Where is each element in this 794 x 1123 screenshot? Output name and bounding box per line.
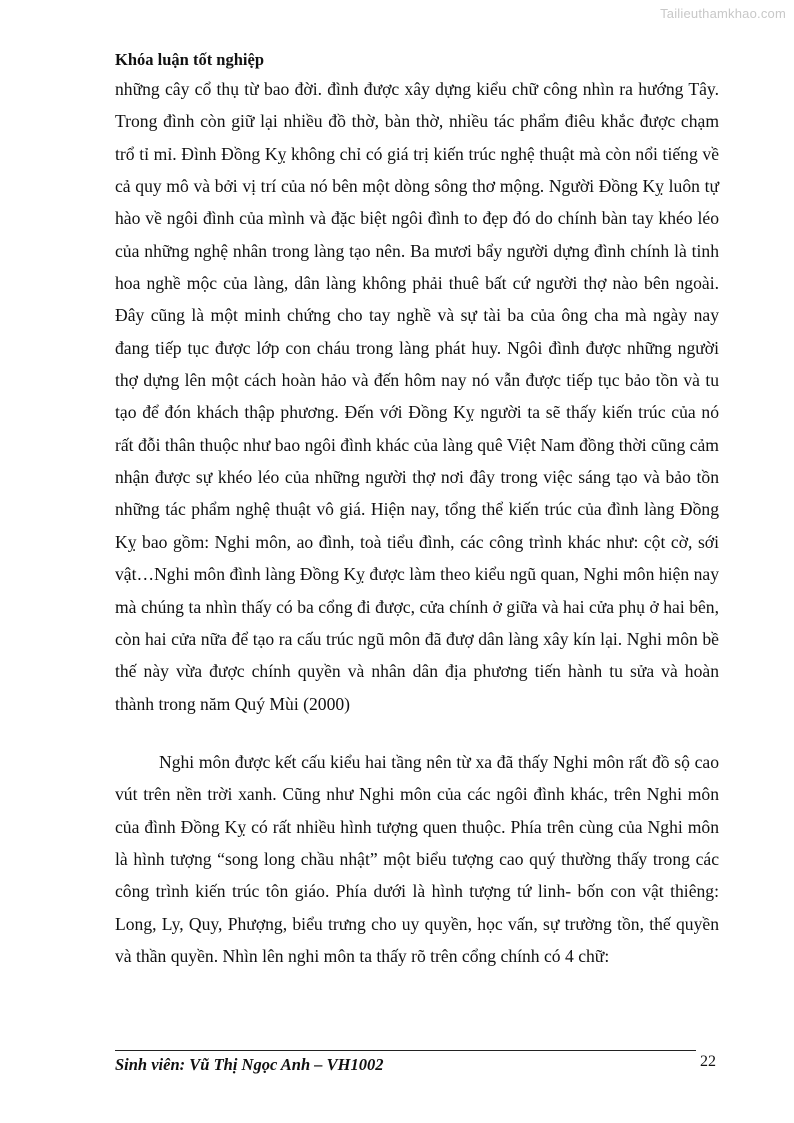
paragraph-text: những cây cổ thụ từ bao đời. đình được xây dựng kiểu chữ công nhìn ra hướng Tây. Trong đình còn giữ lại nhiều đồ thờ, bàn thờ, nhiều tác phẩm điêu khắc được chạm trổ tỉ mỉ. Đình Đồng Kỵ không chỉ có giá trị kiến trúc nghệ thuật mà còn nổi tiếng về cả quy mô và bởi vị trí của nó bên một dòng sông thơ mộng. Người Đồng Kỵ luôn tự hào về ngôi đình của mình và đặc biệt ngôi đình to đẹp đó do chính bàn tay khéo léo của những nghệ nhân trong làng tạo nên. Ba mươi bẩy người dựng đình chính là tinh hoa nghề mộc của làng, dân làng không phải thuê bất cứ người thợ nào bên ngoài. Đây cũng là một minh chứng cho tay nghề và sự tài ba của ông cha mà ngày nay đang tiếp tục được lớp con cháu trong làng phát huy. Ngôi đình được những người thợ dựng lên một cách hoàn hảo và đến hôm nay nó vẫn được tiếp tục bảo tồn và tu tạo để đón khách thập phương. Đến với Đồng Kỵ người ta sẽ thấy kiến trúc của nó rất đỗi thân thuộc như bao ngôi đình khác của làng quê Việt Nam đồng thời cũng cảm nhận được sự khéo léo của những người thợ nơi đây trong việc sáng tạo và bảo tồn những tác phẩm nghệ thuật vô giá. Hiện nay, tổng thể kiến trúc của đình làng Đồng Kỵ bao gồm: Nghi môn, ao đình, toà tiểu đình, các công trình khác như: cột cờ, sới vật…Nghi môn đình làng Đồng Kỵ được làm theo kiểu ngũ quan, Nghi môn hiện nay mà chúng ta nhìn thấy có ba cổng đi được, cửa chính ở giữa và hai cửa phụ ở hai bên, còn hai cửa nữa để tạo ra cấu trúc ngũ môn đã đượ dân làng xây kín lại. Nghi môn bề thế này vừa được chính quyền và nhân dân địa phương tiến hành tu sửa và hoàn thành trong năm Quý Mùi (2000) <box>115 79 719 714</box>
footer-student-name: Sinh viên: Vũ Thị Ngọc Anh – VH1002 <box>115 1055 384 1074</box>
body-paragraph-2 <box>115 746 719 972</box>
footer-divider <box>115 1050 696 1051</box>
body-paragraph-1 <box>115 73 719 720</box>
page-number: 22 <box>700 1053 716 1070</box>
document-header-title: Khóa luận tốt nghiệp <box>115 50 264 69</box>
paragraph-text: Nghi môn được kết cấu kiểu hai tầng nên từ xa đã thấy Nghi môn rất đồ sộ cao vút trên nền trời xanh. Cũng như Nghi môn của các ngôi đình khác, trên Nghi môn của đình Đồng Kỵ có rất nhiều hình tượng quen thuộc. Phía trên cùng của Nghi môn là hình tượng “song long chầu nhật” một biểu tượng cao quý thường thấy trong các công trình kiến trúc tôn giáo. Phía dưới là hình tượng tứ linh- bốn con vật thiêng: Long, Ly, Quy, Phượng, biểu trưng cho uy quyền, học vấn, sự trường tồn, thế quyền và thần quyền. Nhìn lên nghi môn ta thấy rõ trên cổng chính có 4 chữ: <box>115 752 719 967</box>
watermark-text: Tailieuthamkhao.com <box>660 6 786 21</box>
